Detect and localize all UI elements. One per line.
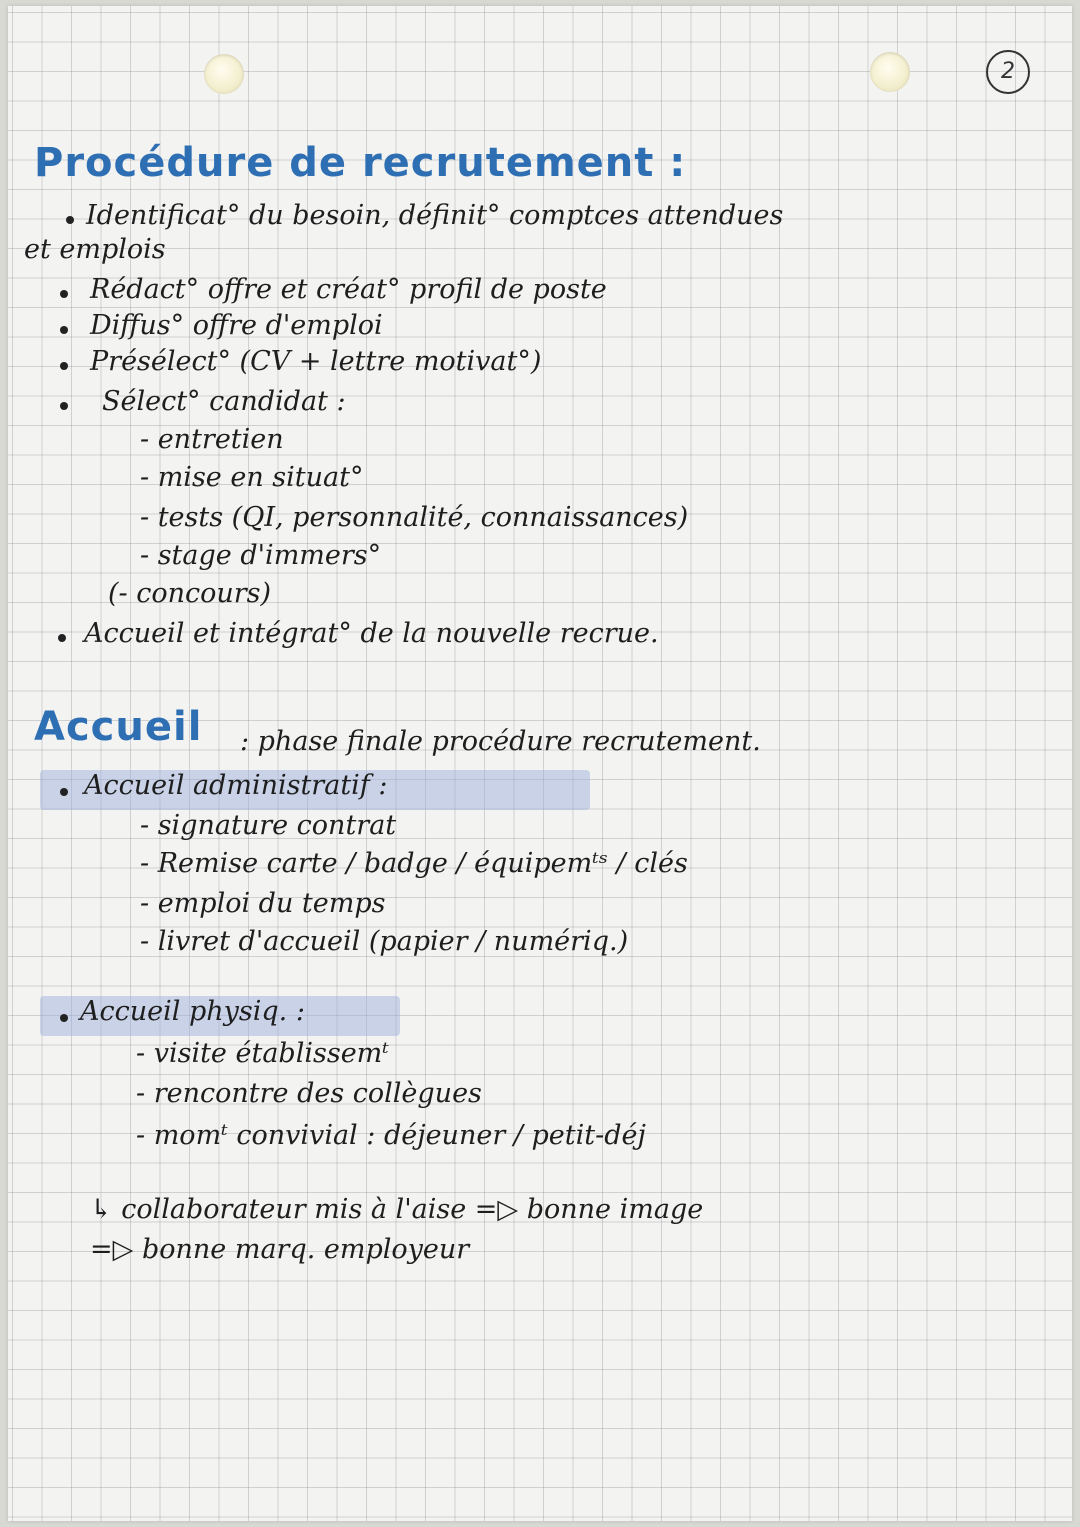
section-subtitle: : phase finale procédure recrutement. (240, 726, 761, 757)
note-subline: - visite établissemᵗ (136, 1038, 389, 1069)
bullet-icon (60, 362, 68, 370)
conclusion-line: =▷ bonne marq. employeur (90, 1234, 470, 1265)
bullet-icon (60, 788, 68, 796)
note-subline: - signature contrat (140, 810, 397, 841)
note-subline: - livret d'accueil (papier / numériq.) (140, 926, 629, 957)
note-line: Accueil physiq. : (80, 996, 305, 1027)
page-number: 2 (986, 50, 1030, 94)
note-subline: - emploi du temps (140, 888, 386, 919)
punch-hole (204, 54, 244, 94)
note-line: et emplois (24, 234, 166, 265)
note-line: Présélect° (CV + lettre motivat°) (90, 346, 542, 377)
section-title-accueil: Accueil (34, 704, 203, 750)
notebook-page (8, 6, 1072, 1521)
note-line: Accueil et intégrat° de la nouvelle recrue. (84, 618, 659, 649)
note-subline: - entretien (140, 424, 284, 455)
bullet-icon (60, 1014, 68, 1022)
note-subline: - tests (QI, personnalité, connaissances) (140, 502, 689, 533)
note-line: Diffus° offre d'emploi (90, 310, 383, 341)
note-subline: - stage d'immers° (140, 540, 382, 571)
punch-hole (870, 52, 910, 92)
note-line: Rédact° offre et créat° profil de poste (90, 274, 607, 305)
bullet-icon (60, 290, 68, 298)
note-subline: - momᵗ convivial : déjeuner / petit-déj (136, 1120, 646, 1151)
note-subline: - rencontre des collègues (136, 1078, 482, 1109)
note-line: Sélect° candidat : (102, 386, 346, 417)
note-subline: - Remise carte / badge / équipemᵗˢ / clés (140, 848, 688, 879)
note-subline: (- concours) (108, 578, 272, 609)
note-subline: - mise en situat° (140, 462, 364, 493)
bullet-icon (60, 402, 68, 410)
bullet-icon (58, 634, 66, 642)
note-line: Accueil administratif : (84, 770, 388, 801)
conclusion-line: ↳ collaborateur mis à l'aise =▷ bonne image (90, 1194, 704, 1225)
bullet-icon (66, 216, 74, 224)
bullet-icon (60, 326, 68, 334)
section-title-recrutement: Procédure de recrutement : (34, 140, 687, 186)
note-line: Identificat° du besoin, définit° comptces attendues (86, 200, 784, 231)
